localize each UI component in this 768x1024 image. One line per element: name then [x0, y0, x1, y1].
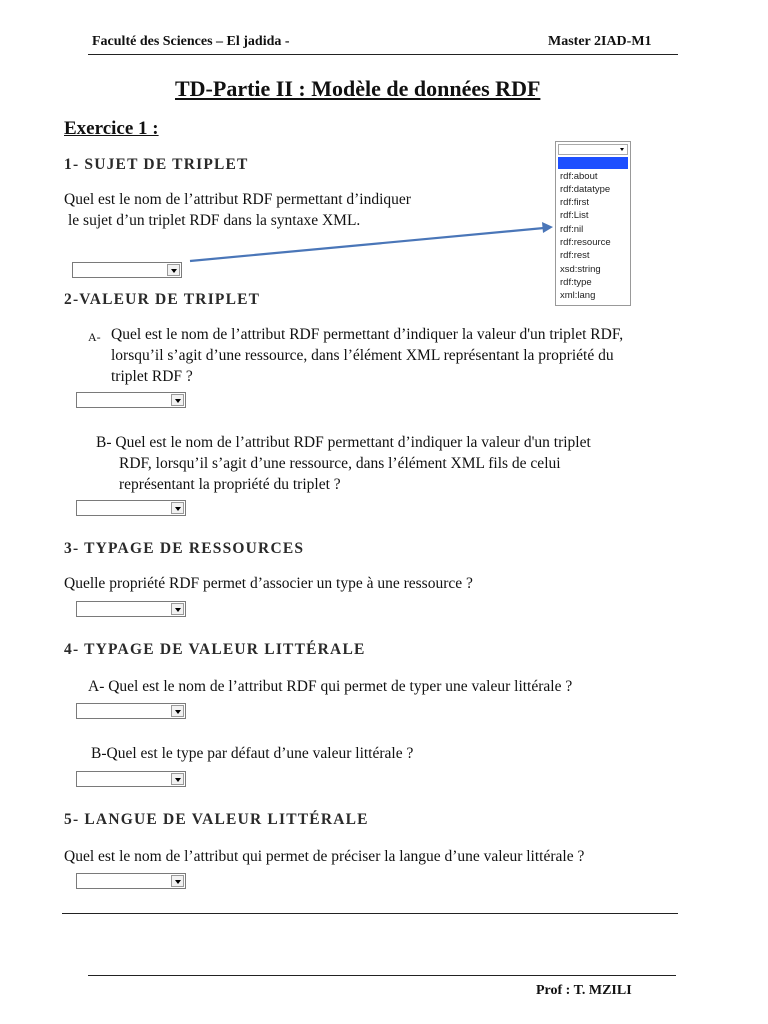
dropdown-option[interactable]: rdf:type — [560, 277, 592, 288]
question-4b: B-Quel est le type par défaut d’une valeur littérale ? — [91, 745, 414, 762]
header-program: Master 2IAD-M1 — [548, 34, 652, 49]
dropdown-option[interactable]: rdf:List — [560, 210, 589, 221]
question-2a-marker: A- — [88, 330, 101, 344]
answer-select-4a[interactable] — [76, 703, 186, 719]
footer-rule — [88, 975, 676, 976]
dropdown-option[interactable]: rdf:datatype — [560, 184, 611, 195]
section-5-question: Quel est le nom de l’attribut qui permet de préciser la langue d’une valeur littérale ? — [64, 848, 585, 865]
question-2b-line1: B- Quel est le nom de l’attribut RDF permettant d’indiquer la valeur d'un triplet — [96, 434, 591, 451]
section-3-question: Quelle propriété RDF permet d’associer un type à une ressource ? — [64, 575, 473, 592]
question-2a-line1: Quel est le nom de l’attribut RDF permettant d’indiquer la valeur d'un triplet RDF, — [111, 326, 624, 343]
dropdown-option[interactable]: xsd:string — [560, 264, 601, 275]
section-4-title: 4- TYPAGE DE VALEUR LITTÉRALE — [64, 641, 366, 658]
dropdown-option[interactable]: xml:lang — [560, 290, 596, 301]
chevron-down-icon[interactable] — [171, 773, 184, 785]
answer-select-4b[interactable] — [76, 771, 186, 787]
chevron-down-icon[interactable] — [171, 502, 184, 514]
dropdown-option[interactable]: rdf:first — [560, 197, 590, 208]
exercise-heading: Exercice 1 : — [64, 118, 159, 139]
header-faculty: Faculté des Sciences – El jadida - — [92, 34, 290, 49]
content-end-rule — [62, 913, 678, 914]
answer-select-5[interactable] — [76, 873, 186, 889]
section-1-question-line2: le sujet d’un triplet RDF dans la syntaxe XML. — [68, 212, 361, 229]
chevron-down-icon[interactable] — [171, 705, 184, 717]
dropdown-option[interactable]: rdf:about — [560, 171, 598, 182]
section-5-title: 5- LANGUE DE VALEUR LITTÉRALE — [64, 811, 369, 828]
section-3-title: 3- TYPAGE DE RESSOURCES — [64, 540, 305, 557]
answer-select-3[interactable] — [76, 601, 186, 617]
chevron-down-icon[interactable] — [171, 603, 184, 615]
section-1-title: 1- SUJET DE TRIPLET — [64, 156, 249, 173]
question-2a-line3: triplet RDF ? — [111, 368, 193, 385]
question-2a-line2: lorsqu’il s’agit d’une ressource, dans l’élément XML représentant la propriété du — [111, 347, 614, 364]
chevron-down-icon[interactable] — [171, 394, 184, 406]
dropdown-option[interactable]: rdf:nil — [560, 224, 584, 235]
answer-select-2a[interactable] — [76, 392, 186, 408]
question-4a: A- Quel est le nom de l’attribut RDF qui permet de typer une valeur littérale ? — [88, 678, 573, 695]
page-title: TD-Partie II : Modèle de données RDF — [175, 76, 541, 101]
answer-select-2b[interactable] — [76, 500, 186, 516]
dropdown-option[interactable]: rdf:rest — [560, 250, 590, 261]
question-2b-line3: représentant la propriété du triplet ? — [119, 476, 341, 493]
chevron-down-icon[interactable] — [171, 875, 184, 887]
dropdown-option[interactable]: rdf:resource — [560, 237, 611, 248]
question-2b-line2: RDF, lorsqu’il s’agit d’une ressource, dans l’élément XML fils de celui — [119, 455, 561, 472]
section-2-title: 2-VALEUR DE TRIPLET — [64, 291, 261, 308]
footer-author: Prof : T. MZILI — [536, 983, 632, 998]
section-1-question-line1: Quel est le nom de l’attribut RDF permettant d’indiquer — [64, 191, 411, 208]
